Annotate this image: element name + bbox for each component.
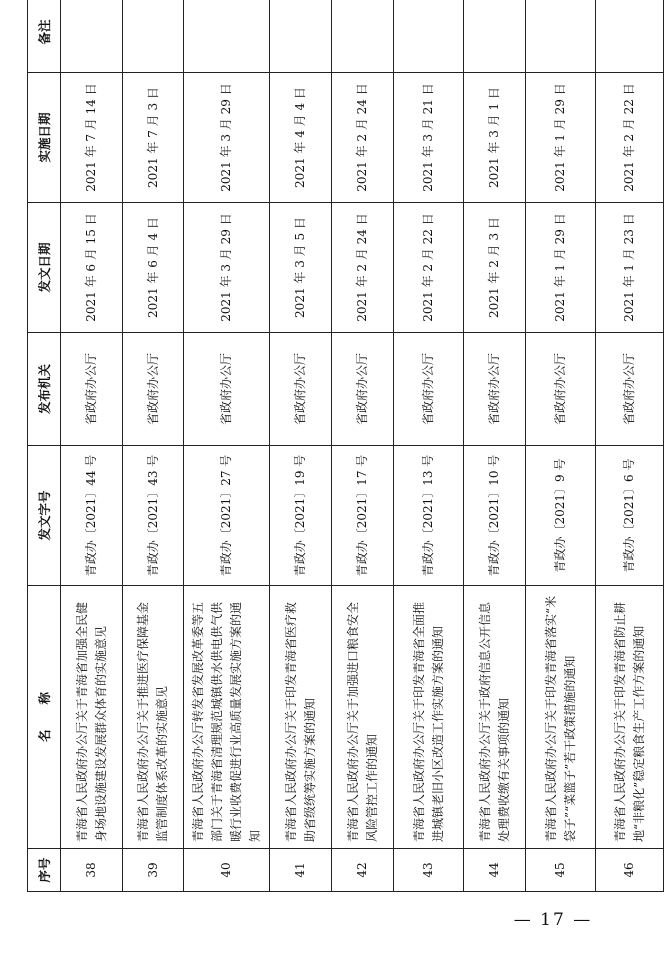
cell-doc-no: 青政办〔2021〕13 号 xyxy=(394,446,464,586)
cell-name: 青海省人民政府办公厅关于青海省加强全民健身场地设施建设发展群众体育的实施意见 xyxy=(61,586,123,849)
cell-doc-no: 青政办〔2021〕17 号 xyxy=(332,446,394,586)
cell-issue-date: 2021 年 2 月 22 日 xyxy=(394,203,464,333)
cell-doc-no: 青政办〔2021〕10 号 xyxy=(464,446,526,586)
cell-effective-date: 2021 年 2 月 24 日 xyxy=(332,73,394,203)
cell-seq: 38 xyxy=(61,849,123,892)
cell-issuer: 省政府办公厅 xyxy=(123,333,184,446)
cell-doc-no: 青政办〔2021〕27 号 xyxy=(184,446,270,586)
cell-seq: 45 xyxy=(526,849,596,892)
cell-issue-date: 2021 年 6 月 15 日 xyxy=(61,203,123,333)
cell-effective-date: 2021 年 3 月 21 日 xyxy=(394,73,464,203)
cell-doc-no: 青政办〔2021〕43 号 xyxy=(123,446,184,586)
cell-issue-date: 2021 年 2 月 24 日 xyxy=(332,203,394,333)
cell-issuer: 省政府办公厅 xyxy=(526,333,596,446)
header-doc-no: 发文字号 xyxy=(28,446,61,586)
cell-effective-date: 2021 年 7 月 14 日 xyxy=(61,73,123,203)
cell-effective-date: 2021 年 1 月 29 日 xyxy=(526,73,596,203)
header-issue-date: 发文日期 xyxy=(28,203,61,333)
cell-remark xyxy=(332,0,394,73)
cell-doc-no: 青政办〔2021〕9 号 xyxy=(526,446,596,586)
cell-name: 青海省人民政府办公厅关于政府信息公开信息处理费收缴有关事项的通知 xyxy=(464,586,526,849)
cell-issuer: 省政府办公厅 xyxy=(464,333,526,446)
cell-doc-no: 青政办〔2021〕44 号 xyxy=(61,446,123,586)
cell-remark xyxy=(464,0,526,73)
cell-issue-date: 2021 年 2 月 3 日 xyxy=(464,203,526,333)
table-row xyxy=(394,0,464,892)
cell-name: 青海省人民政府办公厅关于印发青海省医疗救助省级统筹实施方案的通知 xyxy=(270,586,332,849)
cell-remark xyxy=(184,0,270,73)
cell-seq: 46 xyxy=(596,849,664,892)
table-row xyxy=(332,0,394,892)
cell-issuer: 省政府办公厅 xyxy=(596,333,664,446)
cell-issue-date: 2021 年 1 月 23 日 xyxy=(596,203,664,333)
table-row xyxy=(596,0,664,892)
table-row xyxy=(184,0,270,892)
header-effective-date: 实施日期 xyxy=(28,73,61,203)
table-row xyxy=(61,0,123,892)
cell-seq: 39 xyxy=(123,849,184,892)
page-number: — 17 — xyxy=(513,910,593,930)
cell-doc-no: 青政办〔2021〕19 号 xyxy=(270,446,332,586)
cell-issue-date: 2021 年 1 月 29 日 xyxy=(526,203,596,333)
cell-effective-date: 2021 年 3 月 1 日 xyxy=(464,73,526,203)
cell-name: 青海省人民政府办公厅关于印发青海省落实“米袋子”“菜篮子”若干政策措施的通知 xyxy=(526,586,596,849)
cell-seq: 43 xyxy=(394,849,464,892)
table-header-row xyxy=(28,0,61,892)
cell-issuer: 省政府办公厅 xyxy=(270,333,332,446)
cell-remark xyxy=(526,0,596,73)
cell-issue-date: 2021 年 3 月 29 日 xyxy=(184,203,270,333)
cell-name: 青海省人民政府办公厅关于加强进口粮食安全风险管控工作的通知 xyxy=(332,586,394,849)
cell-remark xyxy=(394,0,464,73)
table-row xyxy=(464,0,526,892)
cell-issuer: 省政府办公厅 xyxy=(184,333,270,446)
cell-seq: 41 xyxy=(270,849,332,892)
table-row xyxy=(526,0,596,892)
rotated-table-wrapper xyxy=(27,0,646,892)
cell-issuer: 省政府办公厅 xyxy=(332,333,394,446)
cell-remark xyxy=(61,0,123,73)
cell-remark xyxy=(123,0,184,73)
cell-seq: 44 xyxy=(464,849,526,892)
cell-effective-date: 2021 年 4 月 4 日 xyxy=(270,73,332,203)
cell-remark xyxy=(596,0,664,73)
cell-effective-date: 2021 年 3 月 29 日 xyxy=(184,73,270,203)
cell-seq: 42 xyxy=(332,849,394,892)
regulations-table xyxy=(27,0,664,892)
cell-seq: 40 xyxy=(184,849,270,892)
cell-name: 青海省人民政府办公厅转发省发展改革委等五部门关于青海省清理规范城镇供水供电供气供暖行业收费促进行业高质量发展实施方案的通知 xyxy=(184,586,270,849)
table-row xyxy=(123,0,184,892)
cell-issuer: 省政府办公厅 xyxy=(61,333,123,446)
table-row xyxy=(270,0,332,892)
cell-name: 青海省人民政府办公厅关于印发青海省防止耕地“非粮化”稳定粮食生产工作方案的通知 xyxy=(596,586,664,849)
header-name: 名 称 xyxy=(28,586,61,849)
cell-issue-date: 2021 年 3 月 5 日 xyxy=(270,203,332,333)
header-issuer: 发布机关 xyxy=(28,333,61,446)
cell-issuer: 省政府办公厅 xyxy=(394,333,464,446)
cell-issue-date: 2021 年 6 月 4 日 xyxy=(123,203,184,333)
cell-name: 青海省人民政府办公厅关于印发青海省全面推进城镇老旧小区改造工作实施方案的通知 xyxy=(394,586,464,849)
cell-name: 青海省人民政府办公厅关于推进医疗保障基金监管制度体系改革的实施意见 xyxy=(123,586,184,849)
cell-effective-date: 2021 年 7 月 3 日 xyxy=(123,73,184,203)
cell-doc-no: 青政办〔2021〕6 号 xyxy=(596,446,664,586)
header-remark: 备注 xyxy=(28,0,61,73)
cell-effective-date: 2021 年 2 月 22 日 xyxy=(596,73,664,203)
cell-remark xyxy=(270,0,332,73)
header-seq: 序号 xyxy=(28,849,61,892)
